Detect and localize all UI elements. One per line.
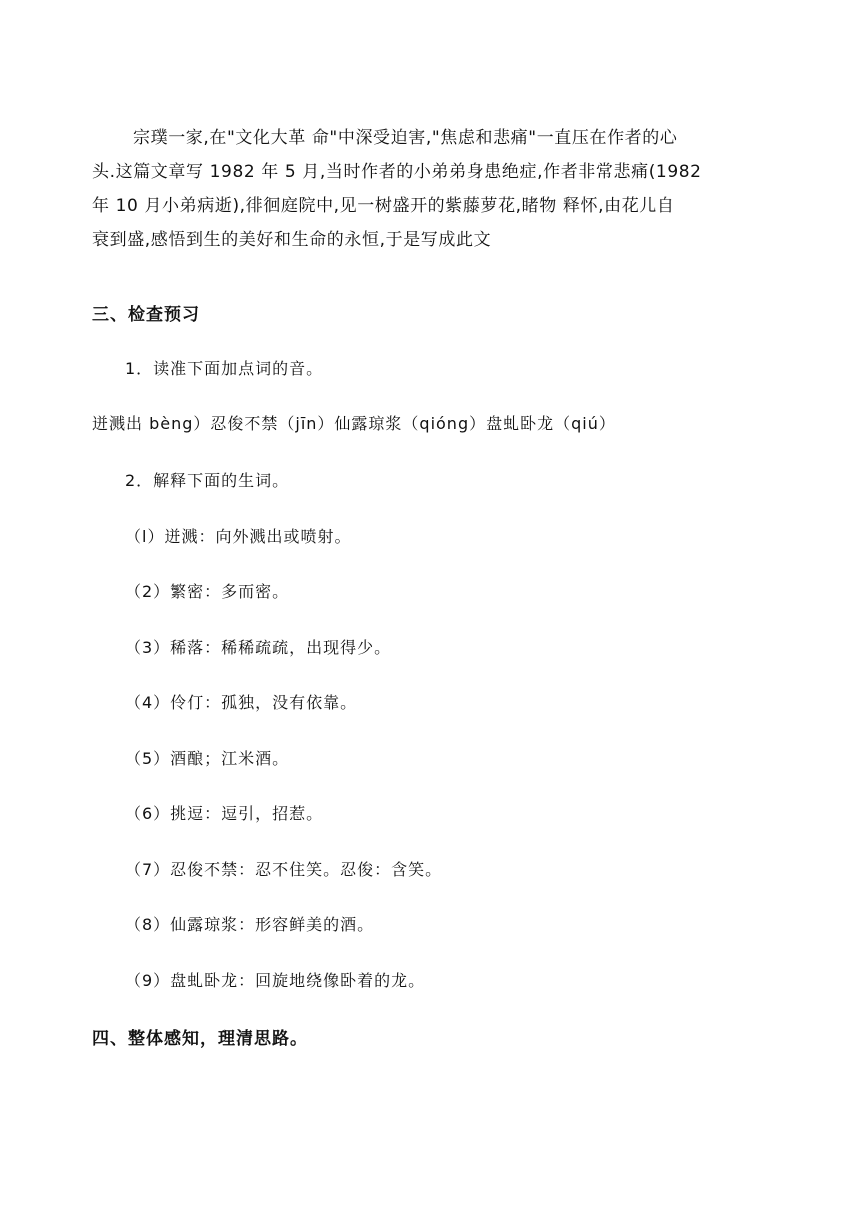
pinyin-line: 迸溅出 bèng）忍俊不禁（jīn）仙露琼浆（qióng）盘虬卧龙（qiú） <box>92 414 616 433</box>
definition-5: （5）酒酿；江米酒。 <box>125 749 290 768</box>
intro-line-4: 衰到盛,感悟到生的美好和生命的永恒,于是写成此文 <box>92 230 492 250</box>
intro-line-1: 宗璞一家,在"文化大革 命"中深受迫害,"焦虑和悲痛"一直压在作者的心 <box>133 128 678 148</box>
definition-7: （7）忍俊不禁：忍不住笑。忍俊：含笑。 <box>125 860 443 879</box>
definition-4: （4）伶仃：孤独，没有依靠。 <box>125 693 358 712</box>
definition-2: （2）繁密：多而密。 <box>125 582 290 601</box>
definition-1: （l）迸溅：向外溅出或喷射。 <box>125 527 352 546</box>
intro-line-3: 年 10 月小弟病逝),徘徊庭院中,见一树盛开的紫藤萝花,睹物 释怀,由花儿自 <box>92 196 675 216</box>
definition-9: （9）盘虬卧龙：回旋地绕像卧着的龙。 <box>125 971 426 990</box>
definition-8: （8）仙露琼浆：形容鲜美的酒。 <box>125 915 375 934</box>
question-1: 1．读准下面加点词的音。 <box>125 359 324 378</box>
intro-paragraph <box>92 124 778 254</box>
section-4-heading: 四、整体感知，理清思路。 <box>92 1029 308 1049</box>
definition-3: （3）稀落：稀稀疏疏，出现得少。 <box>125 638 392 657</box>
intro-line-2: 头.这篇文章写 1982 年 5 月,当时作者的小弟弟身患绝症,作者非常悲痛(1982 <box>92 162 702 182</box>
definition-6: （6）挑逗：逗引，招惹。 <box>125 804 324 823</box>
section-3-heading: 三、检查预习 <box>92 305 200 325</box>
question-2: 2．解释下面的生词。 <box>125 471 290 490</box>
